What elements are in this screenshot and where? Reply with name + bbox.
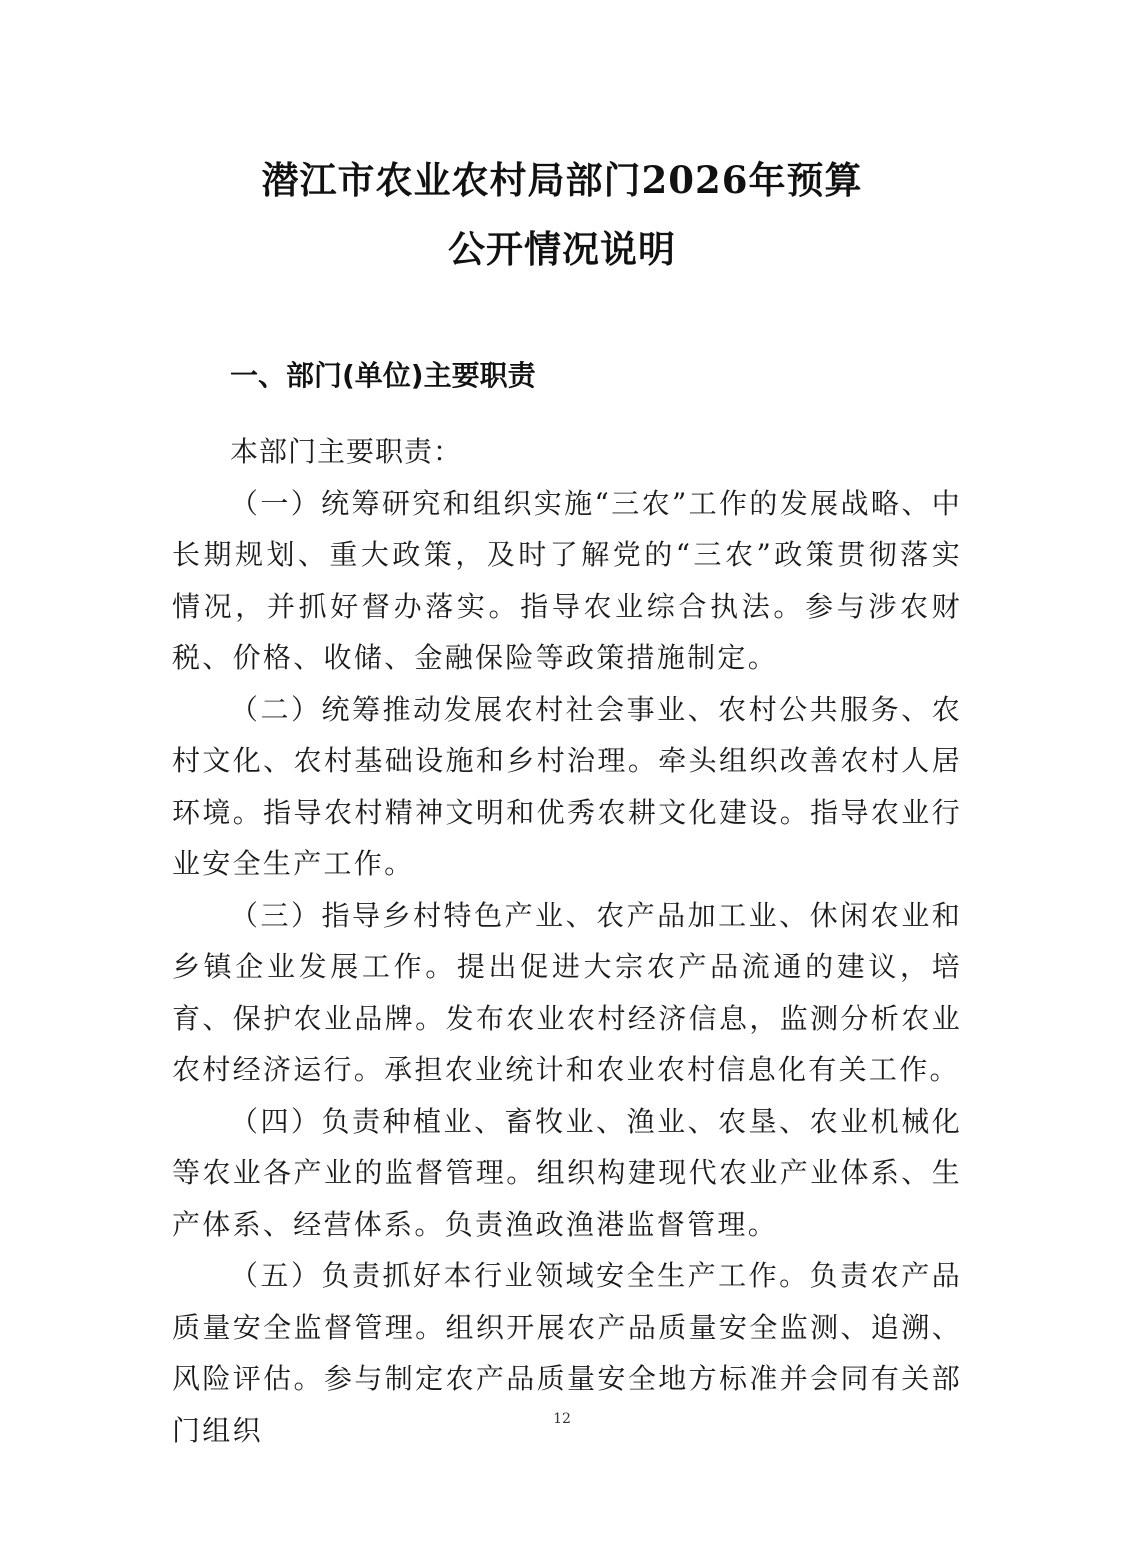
page-number: 12 [553,1411,571,1427]
duty-paragraph-5: （五）负责抓好本行业领域安全生产工作。负责农产品质量安全监督管理。组织开展农产品质量安全监测、追溯、风险评估。参与制定农产品质量安全地方标准并会同有关部门组织 [172,1259,962,1447]
section-body [172,426,962,1456]
section-intro: 本部门主要职责： [230,435,463,468]
document-title-line-2: 公开情况说明 [448,227,676,271]
section-heading: 一、部门(单位)主要职责 [230,359,536,392]
document-title-line-1: 潜江市农业农村局部门2026年预算 [261,158,863,202]
duty-paragraph-2: （二）统筹推动发展农村社会事业、农村公共服务、农村文化、农村基础设施和乡村治理。牵头组织改善农村人居环境。指导农村精神文明和优秀农耕文化建设。指导农业行业安全生产工作。 [172,692,962,880]
duty-paragraph-1: （一）统筹研究和组织实施“三农”工作的发展战略、中长期规划、重大政策，及时了解党的“三农”政策贯彻落实情况，并抓好督办落实。指导农业综合执法。参与涉农财税、价格、收储、金融保险等政策措施制定。 [172,486,962,674]
duty-paragraph-3: （三）指导乡村特色产业、农产品加工业、休闲农业和乡镇企业发展工作。提出促进大宗农产品流通的建议，培育、保护农业品牌。发布农业农村经济信息，监测分析农业农村经济运行。承担农业统计和农业农村信息化有关工作。 [172,898,962,1086]
duty-paragraph-4: （四）负责种植业、畜牧业、渔业、农垦、农业机械化等农业各产业的监督管理。组织构建现代农业产业体系、生产体系、经营体系。负责渔政渔港监督管理。 [172,1104,962,1241]
